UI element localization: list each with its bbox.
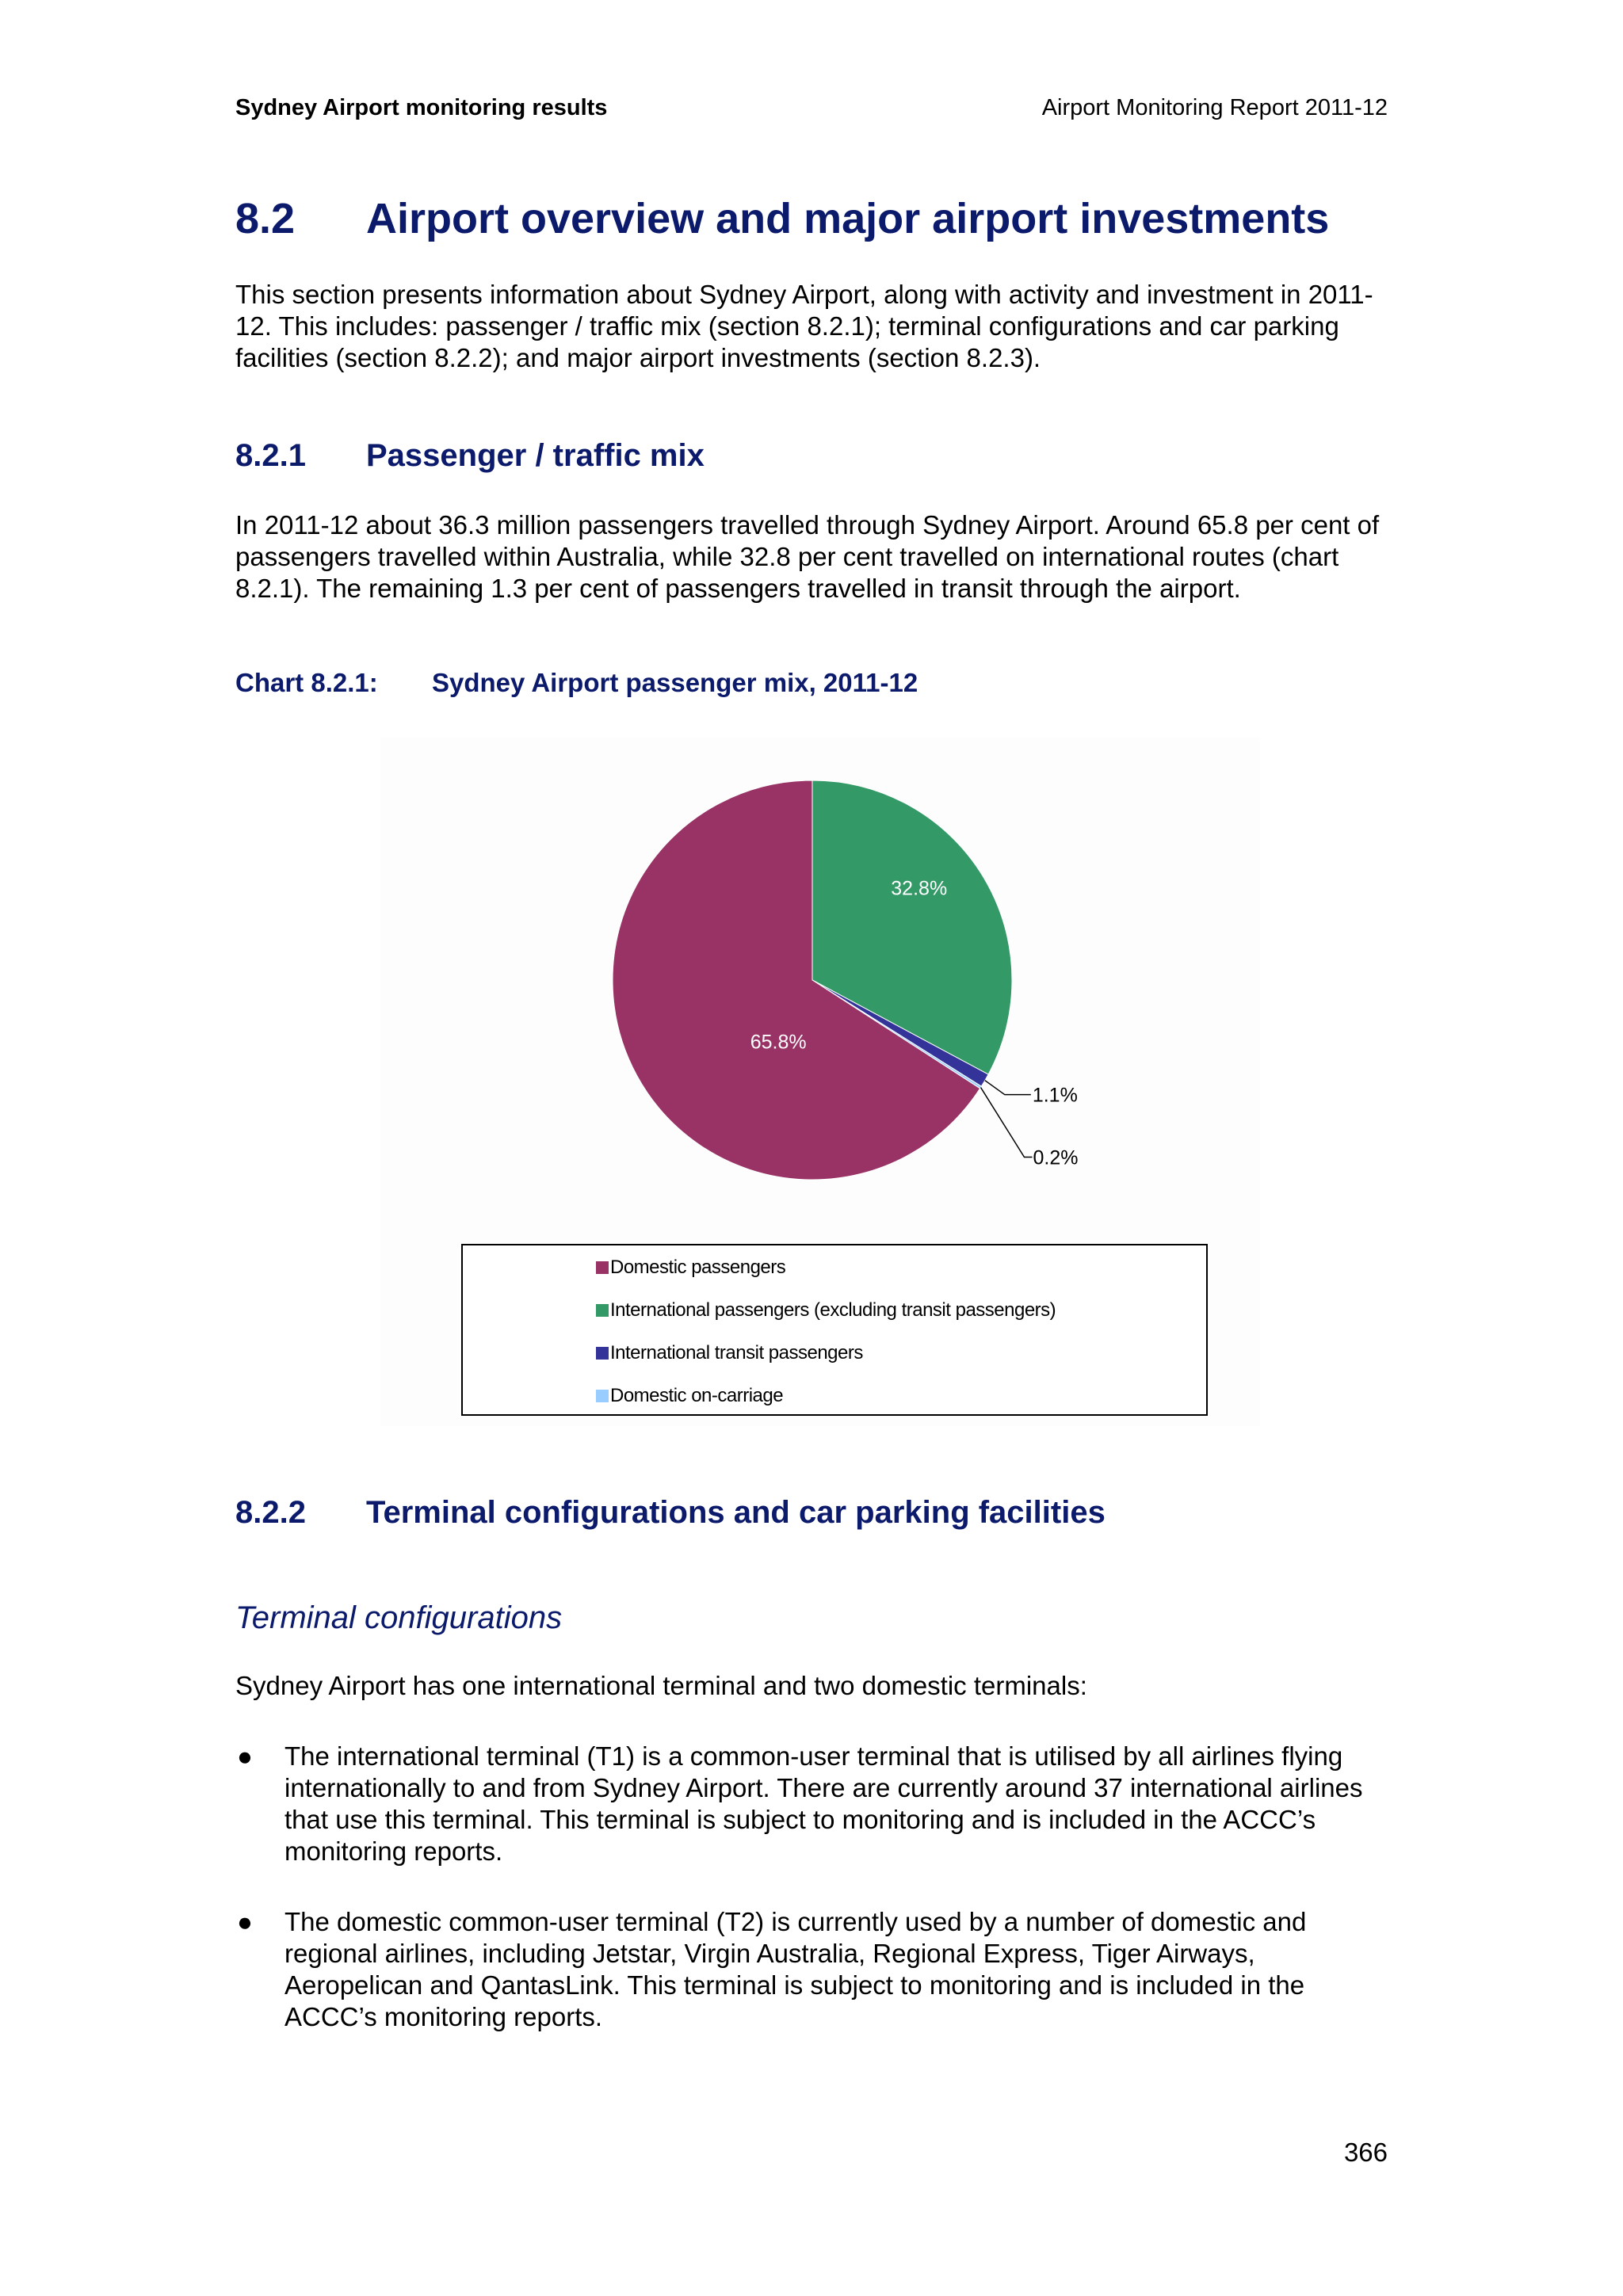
chart-title: Sydney Airport passenger mix, 2011-12 — [432, 668, 918, 697]
subsection-title: Terminal configurations and car parking facilities — [366, 1495, 1106, 1530]
page-number: 366 — [1343, 2138, 1388, 2167]
legend-swatch — [596, 1304, 609, 1317]
terminal-bullet-list — [235, 1741, 1392, 1867]
legend-swatch — [596, 1347, 609, 1360]
terminal-configurations-heading: Terminal configurations — [235, 1600, 563, 1635]
subsection-heading-8-2-1 — [235, 438, 705, 474]
chart-legend — [461, 1244, 1208, 1416]
section-number: 8.2 — [235, 195, 296, 242]
legend-label: Domestic on-carriage — [610, 1385, 784, 1406]
legend-swatch — [596, 1261, 609, 1274]
subsection-number: 8.2.2 — [235, 1495, 306, 1530]
passenger-mix-paragraph: In 2011-12 about 36.3 million passengers travelled through Sydney Airport. Around 65.8 per cent of passengers travelled within Australia, while 32.8 per cent travelled on international routes (chart 8.2.1). The remaining 1.3 per cent of passengers travelled in transit through the airport. — [235, 510, 1380, 603]
legend-label: Domestic passengers — [610, 1257, 786, 1278]
header-right-title: Airport Monitoring Report 2011-12 — [1041, 95, 1388, 120]
terminal-bullet-list — [235, 1906, 1392, 2033]
section-intro: This section presents information about Sydney Airport, along with activity and investment in 2011-12. This includes: passenger / traffic mix (section 8.2.1); terminal configurations and car parking facilities (section 8.2.2); and major airport investments (section 8.2.3). — [235, 280, 1373, 372]
terminals-intro: Sydney Airport has one international terminal and two domestic terminals: — [235, 1671, 1087, 1700]
bullet-text: The international terminal (T1) is a common-user terminal that is utilised by all airlines flying internationally to and from Sydney Airport. There are currently around 37 international airlines that use this terminal. This terminal is subject to monitoring and is included in the ACCC’s monitoring reports. — [285, 1741, 1363, 1866]
section-heading — [235, 194, 1329, 243]
bullet-icon: ● — [237, 1741, 253, 1771]
legend-label: International passengers (excluding transit passengers) — [610, 1299, 1056, 1321]
data-label-international: 32.8% — [891, 877, 948, 900]
pie-chart-svg — [380, 737, 1260, 1228]
subsection-number: 8.2.1 — [235, 438, 306, 473]
legend-item — [596, 1257, 785, 1279]
pie-chart — [380, 737, 1260, 1426]
running-header — [235, 95, 1388, 127]
legend-item — [596, 1299, 1056, 1322]
legend-item — [596, 1385, 783, 1407]
data-label-transit: 1.1% — [1032, 1084, 1078, 1107]
bullet-text: The domestic common-user terminal (T2) is currently used by a number of domestic and regional airlines, including Jetstar, Virgin Australia, Regional Express, Tiger Airways, Aeropelican and QantasLink. This terminal is subject to monitoring and is included in the ACCC’s monitoring reports. — [285, 1907, 1307, 2031]
list-item — [235, 1906, 1392, 2033]
bullet-icon: ● — [237, 1907, 253, 1936]
subsection-heading-8-2-2 — [235, 1495, 1106, 1531]
leader-line-on-carriage — [980, 1087, 1032, 1157]
data-label-domestic: 65.8% — [750, 1031, 807, 1054]
section-title: Airport overview and major airport investments — [366, 195, 1330, 242]
legend-swatch — [596, 1390, 609, 1402]
legend-item — [596, 1342, 863, 1364]
list-item — [235, 1741, 1392, 1867]
header-left-title: Sydney Airport monitoring results — [235, 95, 608, 120]
chart-caption — [235, 668, 918, 698]
leader-line-transit — [985, 1081, 1031, 1095]
chart-number: Chart 8.2.1: — [235, 668, 378, 697]
data-label-on-carriage: 0.2% — [1033, 1146, 1079, 1169]
subsection-title: Passenger / traffic mix — [366, 438, 705, 473]
legend-label: International transit passengers — [610, 1342, 863, 1363]
